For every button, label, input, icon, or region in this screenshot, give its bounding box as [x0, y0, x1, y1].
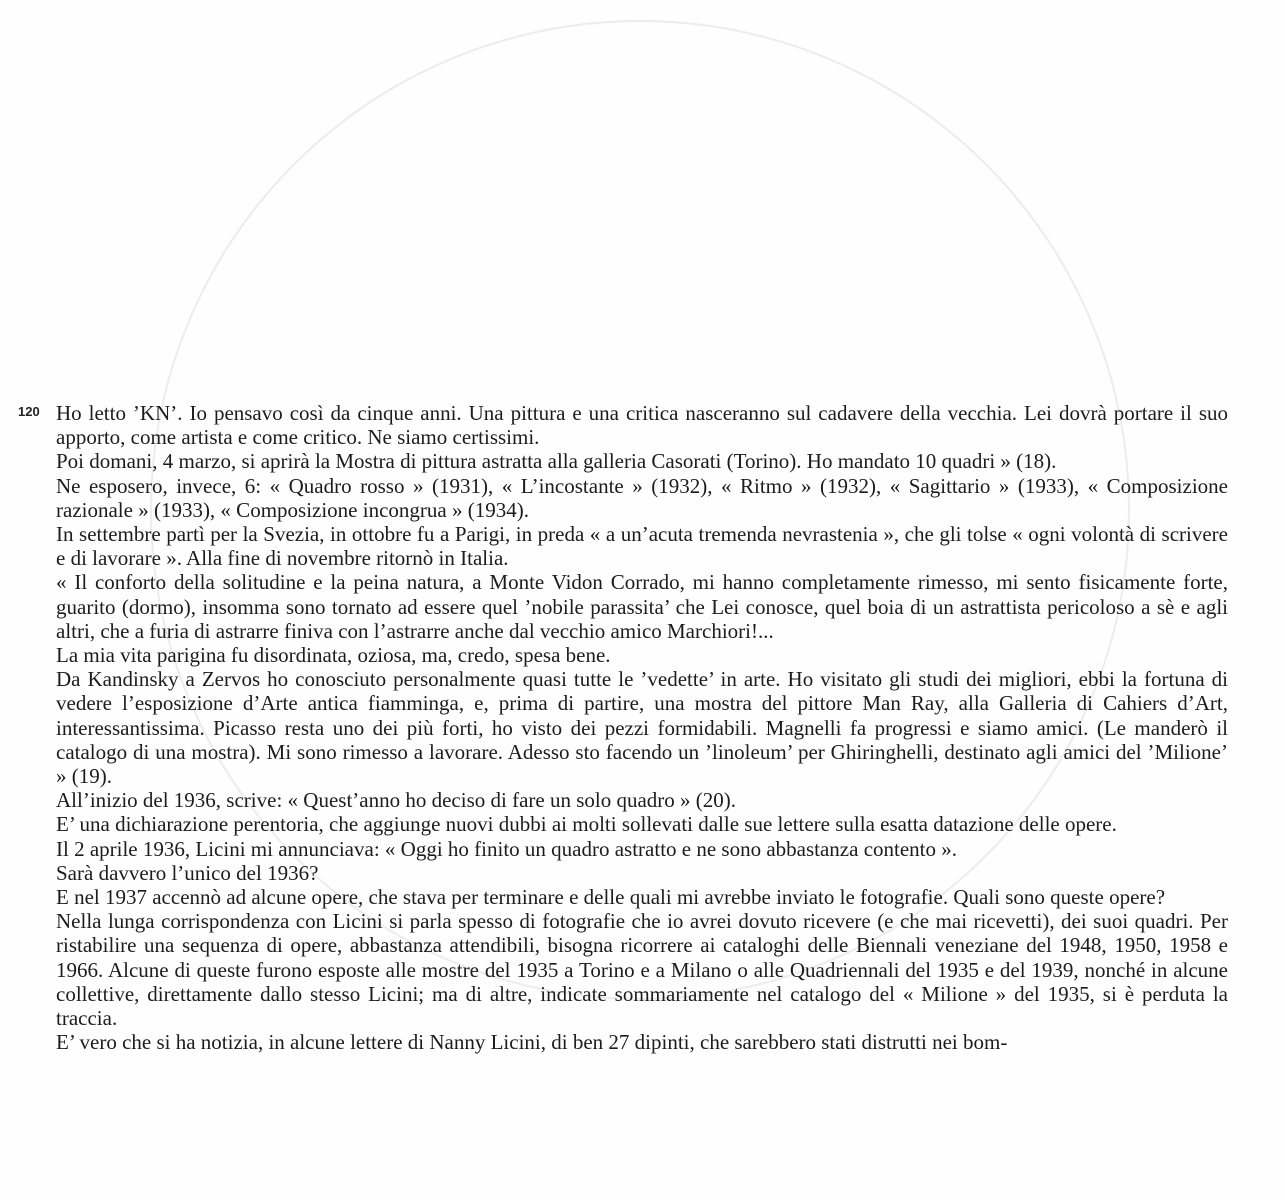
paragraph: Il 2 aprile 1936, Licini mi annunciava: « Oggi ho finito un quadro astratto e ne sono abbastanza contento ». — [56, 836, 958, 861]
paragraph: Ho letto ’KN’. Io pensavo così da cinque anni. Una pittura e una critica nasceranno sul cadavere della vecchia. Lei dovrà portare il suo apporto, come artista e come critico. Ne siamo certissimi. — [56, 401, 1228, 450]
paragraph: Nella lunga corrispondenza con Licini si parla spesso di fotografie che io avrei dovuto ricevere (e che mai ricevetti), dei suoi quadri. Per ristabilire una sequenza di opere, abbastanza attendibili, bisogna ricorrere ai cataloghi delle Biennali veneziane del 1948, 1950, 1958 e 1966. Alcune di queste furono esposte alle mostre del 1935 a Torino e a Milano o alle Quadriennali del 1935 e del 1939, nonché in alcune collettive, direttamente dallo stesso Licini; ma di altre, indicate sommariamente nel catalogo del « Milione » del 1935, si è perduta la traccia. — [56, 909, 1228, 1031]
paragraph: Sarà davvero l’unico del 1936? — [56, 860, 319, 885]
paragraph: All’inizio del 1936, scrive: « Quest’anno ho deciso di fare un solo quadro » (20). — [56, 788, 737, 813]
paragraph: Ne esposero, invece, 6: « Quadro rosso » (1931), « L’incostante » (1932), « Ritmo » (1932), « Sagittario » (1933), « Composizione razionale » (1933), « Composizione incongrua » (1934). — [56, 473, 1228, 522]
paragraph: « Il conforto della solitudine e la peina natura, a Monte Vidon Corrado, mi hanno completamente rimesso, mi sento fisicamente forte, guarito (dormo), insomma sono tornato ad essere quel ’nobile parassita’ che Lei conosce, quel boia di un astrattista pericoloso a sè e agli altri, che a furia di astrarre finiva con l’astrarre anche dal vecchio amico Marchiori!... — [56, 570, 1228, 643]
paragraph: E’ una dichiarazione perentoria, che aggiunge nuovi dubbi ai molti sollevati dalle sue lettere sulla esatta datazione delle opere. — [56, 812, 1117, 837]
page-number: 120 — [18, 404, 40, 419]
body-text — [56, 401, 1228, 1054]
paragraph: Da Kandinsky a Zervos ho conosciuto personalmente quasi tutte le ’vedette’ in arte. Ho visitato gli studi dei migliori, ebbi la fortuna di vedere l’esposizione d’Arte antica fiamminga, e, prima di partire, una mostra del pittore Man Ray, alla Galleria di Cahiers d’Art, interessantissima. Picasso resta uno dei più forti, ho visto dei pezzi formidabili. Magnelli fa progressi e siamo amici. (Le manderò il catalogo di una mostra). Mi sono rimesso a lavorare. Adesso sto facendo un ’linoleum’ per Ghiringhelli, destinato agli amici del ’Milione’ » (19). — [56, 667, 1228, 789]
paragraph: La mia vita parigina fu disordinata, oziosa, ma, credo, spesa bene. — [56, 643, 611, 668]
paragraph: E’ vero che si ha notizia, in alcune lettere di Nanny Licini, di ben 27 dipinti, che sarebbero stati distrutti nei bom- — [56, 1030, 1008, 1055]
paragraph: E nel 1937 accennò ad alcune opere, che stava per terminare e delle quali mi avrebbe inviato le fotografie. Quali sono queste opere? — [56, 885, 1166, 910]
paragraph: Poi domani, 4 marzo, si aprirà la Mostra di pittura astratta alla galleria Casorati (Torino). Ho mandato 10 quadri » (18). — [56, 449, 1057, 474]
paragraph: In settembre partì per la Svezia, in ottobre fu a Parigi, in preda « a un’acuta tremenda nevrastenia », che gli tolse « ogni volontà di scrivere e di lavorare ». Alla fine di novembre ritornò in Italia. — [56, 522, 1228, 571]
